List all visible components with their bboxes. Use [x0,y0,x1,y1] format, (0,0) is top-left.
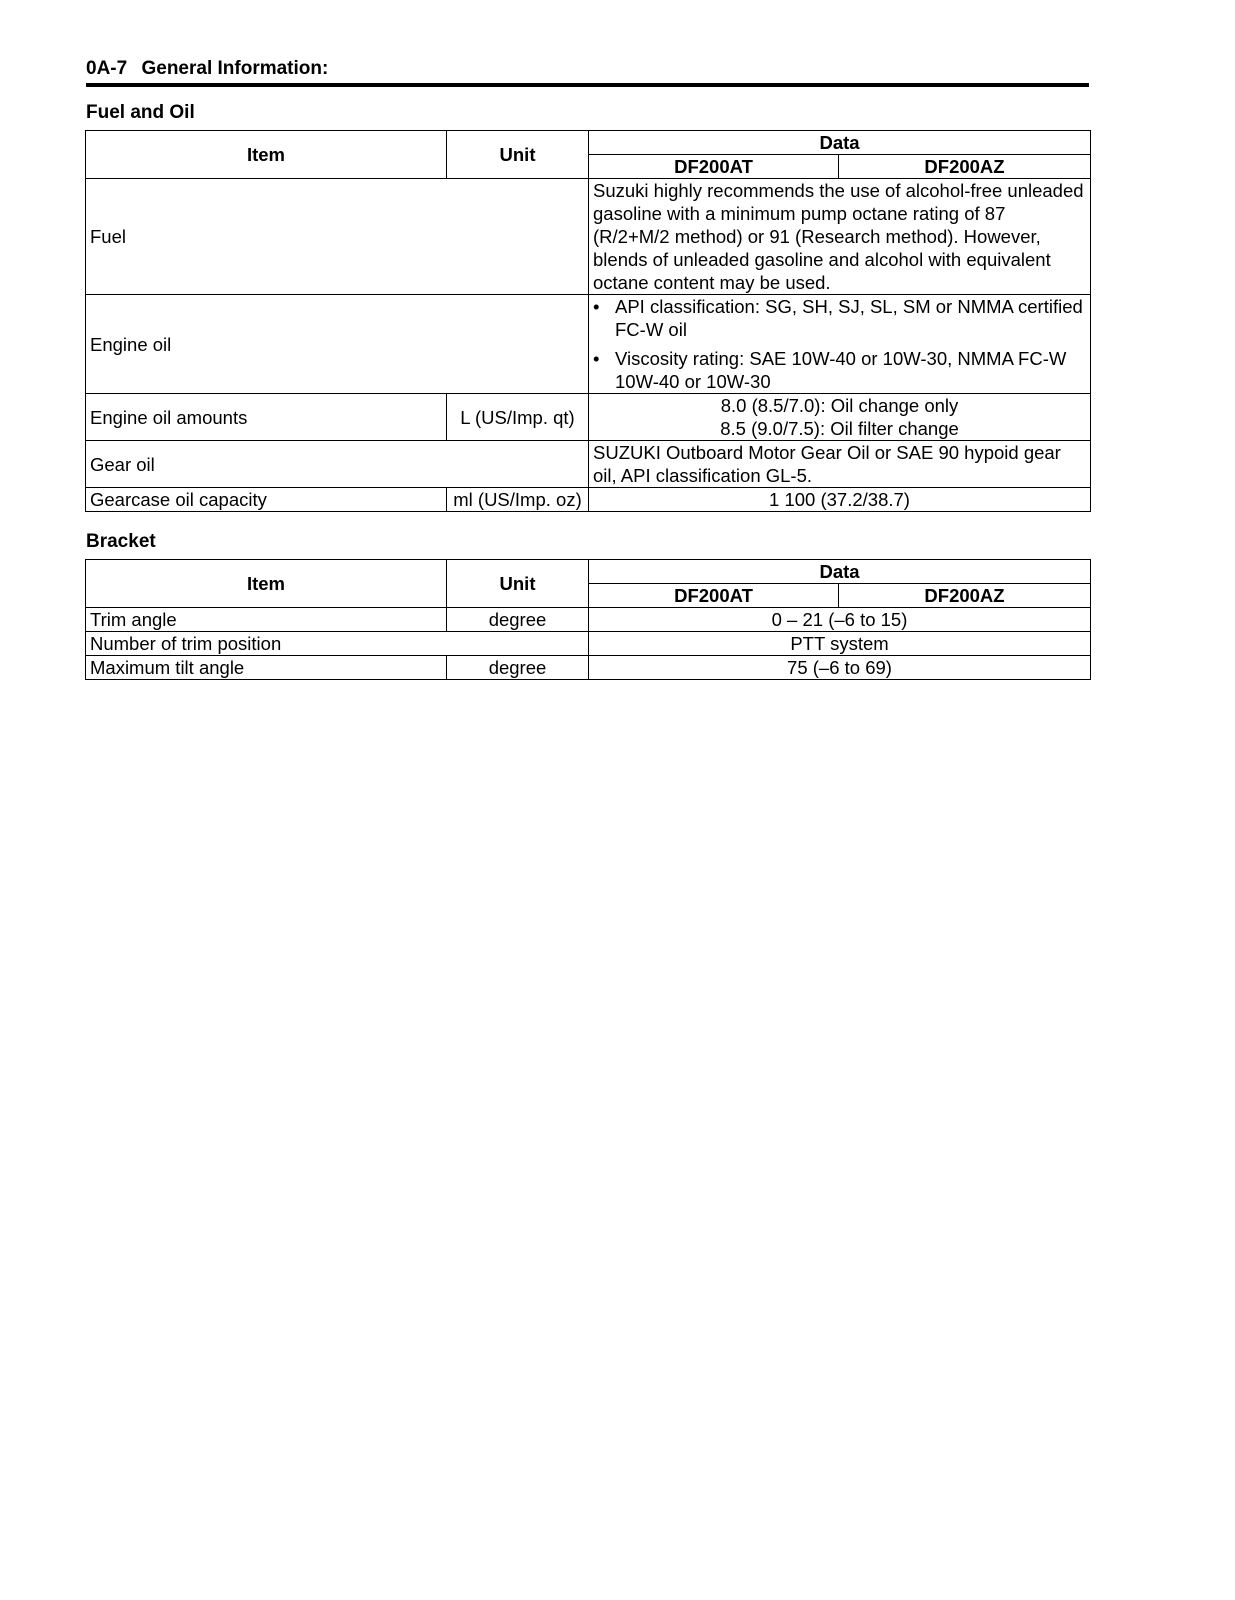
row-data-engine-oil-amounts [589,394,1091,441]
row-unit-engine-oil-amounts: L (US/Imp. qt) [447,394,589,441]
row-item-engine-oil-amounts: Engine oil amounts [86,394,447,441]
row-unit-trim-angle: degree [447,608,589,632]
column-header-data: Data [589,560,1091,584]
column-header-model-b: DF200AZ [839,155,1091,179]
row-data-gear-oil: SUZUKI Outboard Motor Gear Oil or SAE 90 hypoid gear oil, API classification GL-5. [589,441,1091,488]
bracket-table [85,559,1091,680]
row-item-fuel: Fuel [86,179,589,295]
section-heading: General Information: [141,58,329,79]
fuel-oil-title: Fuel and Oil [86,102,195,123]
row-item-engine-oil: Engine oil [86,295,589,394]
fuel-oil-table [85,130,1091,512]
oil-change-only-value: 8.0 (8.5/7.0): Oil change only [720,395,959,416]
column-header-unit: Unit [447,560,589,608]
column-header-model-a: DF200AT [589,584,839,608]
row-item-tilt-angle: Maximum tilt angle [86,656,447,680]
table-row [86,179,1091,295]
column-header-data: Data [589,131,1091,155]
page-header [86,58,1090,80]
table-row [86,632,1091,656]
table-row [86,394,1091,441]
table-row [86,488,1091,512]
row-unit-tilt-angle: degree [447,656,589,680]
bracket-title: Bracket [86,531,156,552]
row-unit-gearcase-oil-capacity: ml (US/Imp. oz) [447,488,589,512]
row-data-trim-angle: 0 – 21 (–6 to 15) [589,608,1091,632]
page-code: 0A-7 [86,58,128,79]
column-header-model-a: DF200AT [589,155,839,179]
row-data-gearcase-oil-capacity: 1 100 (37.2/38.7) [589,488,1091,512]
table-row [86,608,1091,632]
row-data-engine-oil [589,295,1091,394]
column-header-item: Item [86,131,447,179]
row-data-trim-position: PTT system [589,632,1091,656]
oil-filter-change-value: 8.5 (9.0/7.5): Oil filter change [720,418,959,439]
row-item-gear-oil: Gear oil [86,441,589,488]
column-header-model-b: DF200AZ [839,584,1091,608]
row-data-tilt-angle: 75 (–6 to 69) [589,656,1091,680]
engine-oil-bullet-api: • API classification: SG, SH, SJ, SL, SM or NMMA certified FC-W oil [593,295,1086,341]
table-row [86,441,1091,488]
row-item-gearcase-oil-capacity: Gearcase oil capacity [86,488,447,512]
row-data-fuel: Suzuki highly recommends the use of alcohol-free unleaded gasoline with a minimum pump octane rating of 87 (R/2+M/2 method) or 91 (Research method). However, blends of unleaded gasoline and alcohol with equivalent octane content may be used. [589,179,1091,295]
row-item-trim-position: Number of trim position [86,632,589,656]
row-item-trim-angle: Trim angle [86,608,447,632]
column-header-item: Item [86,560,447,608]
table-row [86,656,1091,680]
column-header-unit: Unit [447,131,589,179]
table-row [86,295,1091,394]
header-rule [86,83,1089,87]
engine-oil-bullet-viscosity: • Viscosity rating: SAE 10W-40 or 10W-30, NMMA FC-W 10W-40 or 10W-30 [593,347,1086,393]
